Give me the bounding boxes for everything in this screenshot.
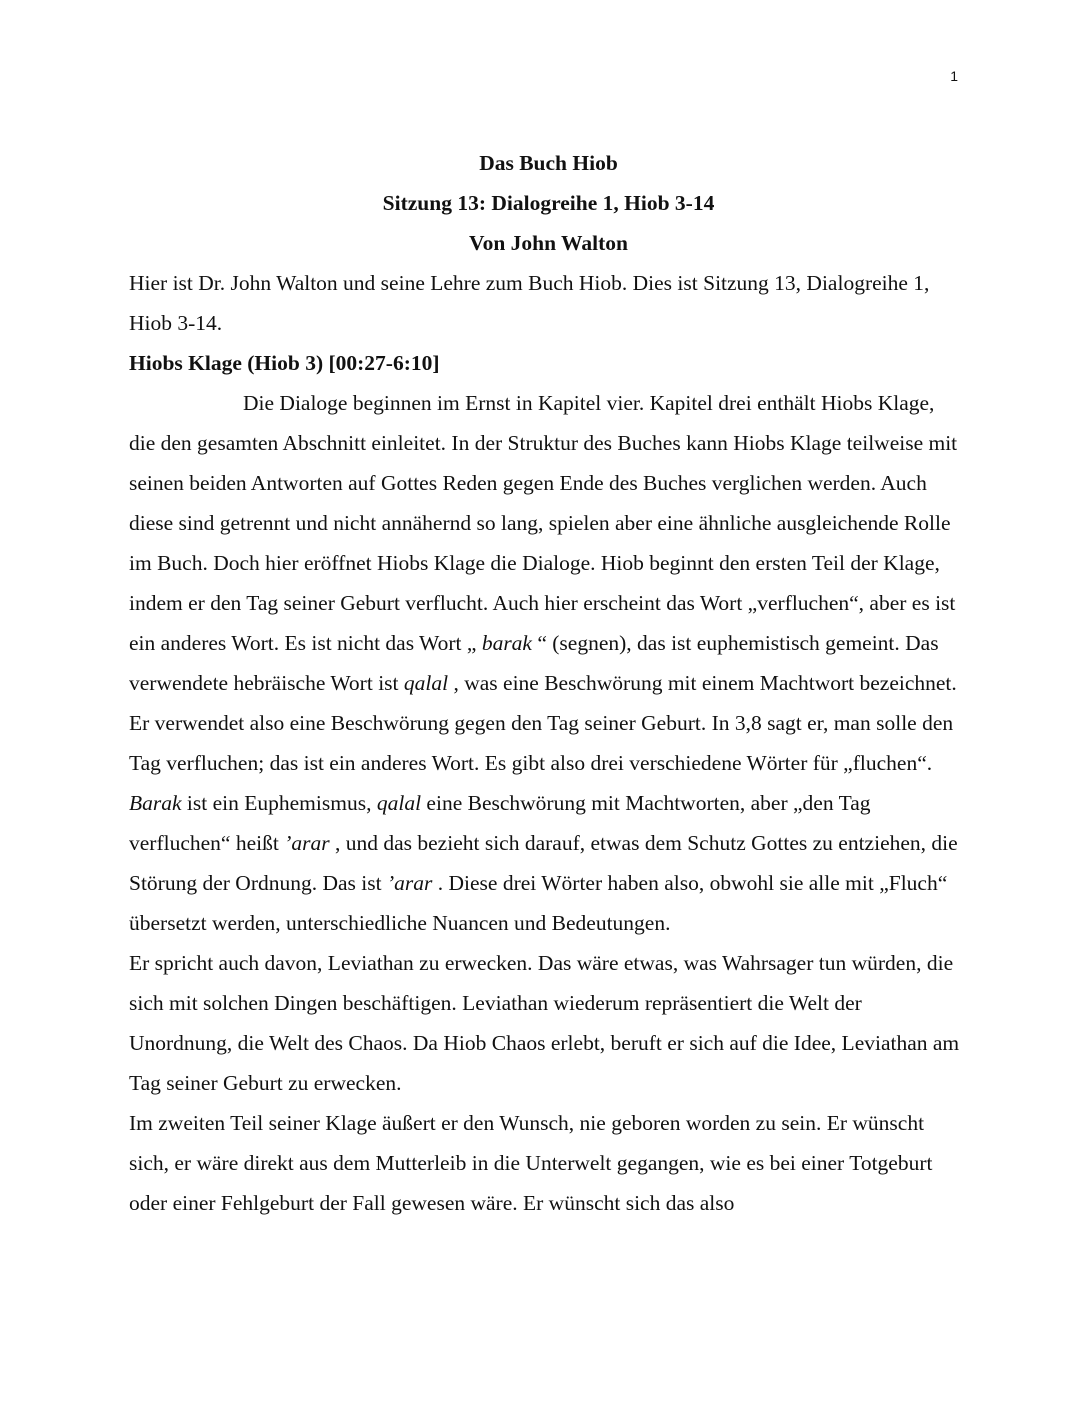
term-barak: Barak (129, 791, 182, 815)
term-qalal: qalal (376, 791, 422, 815)
para1-text-f: , und das bezieht sich darauf, etwas dem Schutz Gottes zu entziehen, die Störung der Ordnung. Das ist (129, 831, 958, 895)
intro-paragraph: Hier ist Dr. John Walton und seine Lehre zum Buch Hiob. Dies ist Sitzung 13, Dialogreihe 1, Hiob 3-14. (129, 271, 930, 335)
body-paragraph-1 (129, 383, 961, 943)
section-heading: Hiobs Klage (Hiob 3) [00:27-6:10] (129, 351, 440, 375)
term-barak: barak (481, 631, 532, 655)
document-title: Das Buch Hiob (479, 151, 618, 175)
body-paragraph-2: Er spricht auch davon, Leviathan zu erwecken. Das wäre etwas, was Wahrsager tun würden, die sich mit solchen Dingen beschäftigen. Leviathan wiederum repräsentiert die Welt der Unordnung, die Welt des Chaos. Da Hiob Chaos erlebt, beruft er sich auf die Idee, Leviathan am Tag seiner Geburt zu erwecken. (129, 951, 960, 1095)
para1-text-a: Die Dialoge beginnen im Ernst in Kapitel vier. Kapitel drei enthält Hiobs Klage, die den gesamten Abschnitt einleitet. In der Struktur des Buches kann Hiobs Klage teilweise mit seinen beiden Antworten auf Gottes Reden gegen Ende des Buches verglichen werden. Auch diese sind getrennt und nicht annähernd so lang, spielen aber eine ähnliche ausgleichende Rolle im Buch. Doch hier eröffnet Hiobs Klage die Dialoge. Hiob beginnt den ersten Teil der Klage, indem er den Tag seiner Geburt verflucht. Auch hier erscheint das Wort „verfluchen“, aber es ist ein anderes Wort. Es ist nicht das Wort „ (129, 391, 958, 655)
document-subtitle: Sitzung 13: Dialogreihe 1, Hiob 3-14 (382, 191, 715, 215)
para1-text-b: “ (segnen), das ist euphemistisch gemeint. Das verwendete hebräische Wort ist (129, 631, 939, 695)
para1-text-c: , was eine Beschwörung mit einem Machtwort bezeichnet. Er verwendet also eine Beschwörung gegen den Tag seiner Geburt. In 3,8 sagt er, man solle den Tag verfluchen; das ist ein anderes Wort. Es gibt also drei verschiedene Wörter für „fluchen“. (129, 671, 957, 775)
term-arar: ’arar (386, 871, 433, 895)
para1-text-e: eine Beschwörung mit Machtworten, aber „den Tag verfluchen“ heißt (129, 791, 871, 855)
document-author: Von John Walton (469, 231, 628, 255)
term-arar: ’arar (284, 831, 330, 855)
body-paragraph-3: Im zweiten Teil seiner Klage äußert er den Wunsch, nie geboren worden zu sein. Er wünscht sich, er wäre direkt aus dem Mutterleib in die Unterwelt gegangen, wie es bei einer Totgeburt oder einer Fehlgeburt der Fall gewesen wäre. Er wünscht sich das also (129, 1111, 933, 1215)
page-number: 1 (950, 68, 958, 84)
document-body (129, 143, 961, 1223)
term-qalal: qalal (403, 671, 449, 695)
para1-text-g: . Diese drei Wörter haben also, obwohl sie alle mit „Fluch“ übersetzt werden, unterschiedliche Nuancen und Bedeutungen. (129, 871, 948, 935)
para1-text-d: ist ein Euphemismus, (181, 791, 377, 815)
